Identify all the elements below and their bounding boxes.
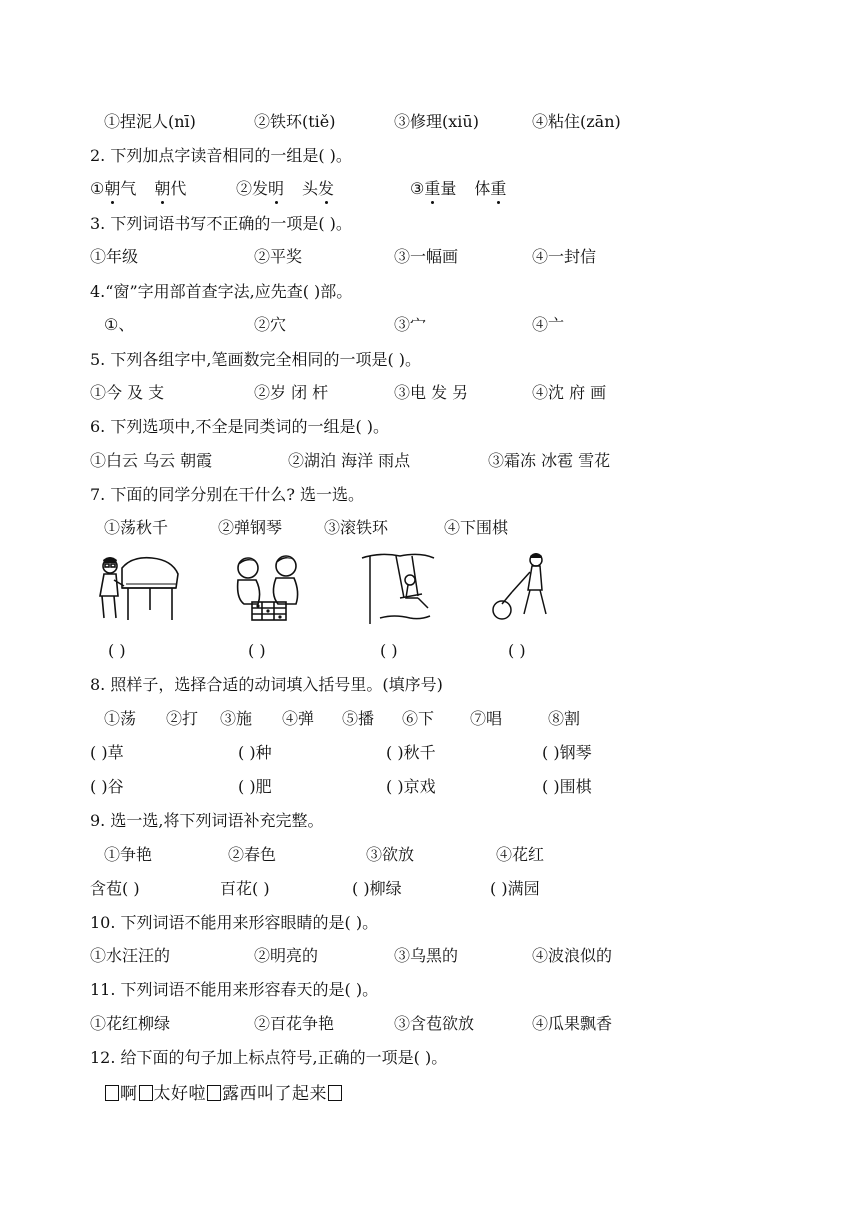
q4-option-3: ③宀 bbox=[394, 315, 427, 334]
q8-verb-6: ⑥下 bbox=[402, 709, 435, 728]
q8-blank-8[interactable]: ( )围棋 bbox=[542, 777, 592, 796]
q9-blank-4[interactable]: ( )满园 bbox=[490, 879, 540, 898]
q7-blank-3[interactable]: ( ) bbox=[380, 641, 398, 660]
q7-option-2: ②弹钢琴 bbox=[218, 518, 283, 537]
q8-blank-1[interactable]: ( )草 bbox=[90, 743, 124, 762]
q8-verb-3: ③施 bbox=[220, 709, 253, 728]
q8-blank-5[interactable]: ( )谷 bbox=[90, 777, 124, 796]
q10-option-3: ③乌黑的 bbox=[394, 946, 459, 965]
q1-option-4: ④粘住(zān) bbox=[532, 112, 621, 131]
q1-option-1: ①捏泥人(nī) bbox=[104, 112, 196, 131]
q6-stem: 6. 下列选项中,不全是同类词的一组是( )。 bbox=[90, 417, 390, 436]
q5-option-4: ④沈 府 画 bbox=[532, 383, 607, 402]
q12-stem: 12. 给下面的句子加上标点符号,正确的一项是( )。 bbox=[90, 1048, 448, 1067]
q7-option-3: ③滚铁环 bbox=[324, 518, 389, 537]
q1-option-2: ②铁环(tiě) bbox=[254, 112, 336, 131]
q7-option-1: ①荡秋千 bbox=[104, 518, 169, 537]
q8-blank-4[interactable]: ( )钢琴 bbox=[542, 743, 592, 762]
punctuation-box[interactable] bbox=[207, 1085, 221, 1101]
swing-picture bbox=[360, 548, 436, 626]
punctuation-box[interactable] bbox=[139, 1085, 153, 1101]
q8-blank-2[interactable]: ( )种 bbox=[238, 743, 272, 762]
q4-option-4: ④亠 bbox=[532, 315, 565, 334]
q7-blank-2[interactable]: ( ) bbox=[248, 641, 266, 660]
hoop-rolling-picture bbox=[484, 548, 564, 626]
q8-blank-6[interactable]: ( )肥 bbox=[238, 777, 272, 796]
q11-stem: 11. 下列词语不能用来形容春天的是( )。 bbox=[90, 980, 379, 999]
q9-blank-1[interactable]: 含苞( ) bbox=[90, 879, 140, 898]
q11-option-4: ④瓜果飘香 bbox=[532, 1014, 613, 1033]
q9-option-1: ①争艳 bbox=[104, 845, 153, 864]
punctuation-box[interactable] bbox=[105, 1085, 119, 1101]
q6-option-2: ②湖泊 海洋 雨点 bbox=[288, 451, 411, 470]
q3-option-1: ①年级 bbox=[90, 247, 139, 266]
q8-blank-7[interactable]: ( )京戏 bbox=[386, 777, 436, 796]
q10-option-1: ①水汪汪的 bbox=[90, 946, 171, 965]
q5-option-2: ②岁 闭 杆 bbox=[254, 383, 329, 402]
q4-option-2: ②穴 bbox=[254, 315, 287, 334]
q8-stem: 8. 照样子，选择合适的动词填入括号里。(填序号) bbox=[90, 675, 443, 694]
q9-blank-3[interactable]: ( )柳绿 bbox=[352, 879, 402, 898]
q4-option-1: ①、 bbox=[104, 315, 135, 334]
punctuation-box[interactable] bbox=[328, 1085, 342, 1101]
q7-option-4: ④下围棋 bbox=[444, 518, 509, 537]
q8-verb-2: ②打 bbox=[166, 709, 199, 728]
q9-stem: 9. 选一选,将下列词语补充完整。 bbox=[90, 811, 324, 830]
q10-option-4: ④波浪似的 bbox=[532, 946, 613, 965]
q8-blank-3[interactable]: ( )秋千 bbox=[386, 743, 436, 762]
q7-blank-4[interactable]: ( ) bbox=[508, 641, 526, 660]
q5-option-3: ③电 发 另 bbox=[394, 383, 469, 402]
q11-option-1: ①花红柳绿 bbox=[90, 1014, 171, 1033]
q9-blank-2[interactable]: 百花( ) bbox=[220, 879, 270, 898]
q9-option-4: ④花红 bbox=[496, 845, 545, 864]
q6-option-3: ③霜冻 冰雹 雪花 bbox=[488, 451, 611, 470]
q7-blank-1[interactable]: ( ) bbox=[108, 641, 126, 660]
q3-option-2: ②平奖 bbox=[254, 247, 303, 266]
q10-option-2: ②明亮的 bbox=[254, 946, 319, 965]
q6-option-1: ①白云 乌云 朝霞 bbox=[90, 451, 213, 470]
q11-option-3: ③含苞欲放 bbox=[394, 1014, 475, 1033]
q2-option-1: ①朝气 朝代 bbox=[90, 179, 187, 198]
q2-option-2: ②发明 头发 bbox=[236, 179, 335, 198]
q2-option-3: ③重量 体重 bbox=[410, 179, 507, 198]
q12-sentence: 啊 太好啦 露西叫了起来 bbox=[104, 1083, 343, 1105]
piano-player-picture bbox=[92, 548, 186, 626]
q8-verb-5: ⑤播 bbox=[342, 709, 375, 728]
q2-stem: 2. 下列加点字读音相同的一组是( )。 bbox=[90, 146, 352, 165]
q5-stem: 5. 下列各组字中,笔画数完全相同的一项是( )。 bbox=[90, 350, 422, 369]
q7-stem: 7. 下面的同学分别在干什么? 选一选。 bbox=[90, 485, 365, 504]
q9-option-3: ③欲放 bbox=[366, 845, 415, 864]
q3-option-3: ③一幅画 bbox=[394, 247, 459, 266]
q8-verb-7: ⑦唱 bbox=[470, 709, 503, 728]
q1-option-3: ③修理(xiū) bbox=[394, 112, 479, 131]
q8-verb-8: ⑧割 bbox=[548, 709, 581, 728]
q3-option-4: ④一封信 bbox=[532, 247, 597, 266]
q10-stem: 10. 下列词语不能用来形容眼睛的是( )。 bbox=[90, 913, 379, 932]
q5-option-1: ①今 及 支 bbox=[90, 383, 165, 402]
q8-verb-4: ④弹 bbox=[282, 709, 315, 728]
q8-verb-1: ①荡 bbox=[104, 709, 137, 728]
q9-option-2: ②春色 bbox=[228, 845, 277, 864]
q4-stem: 4.“窗”字用部首查字法,应先查( )部。 bbox=[90, 282, 353, 301]
q3-stem: 3. 下列词语书写不正确的一项是( )。 bbox=[90, 214, 352, 233]
go-players-picture bbox=[222, 548, 316, 626]
q11-option-2: ②百花争艳 bbox=[254, 1014, 335, 1033]
